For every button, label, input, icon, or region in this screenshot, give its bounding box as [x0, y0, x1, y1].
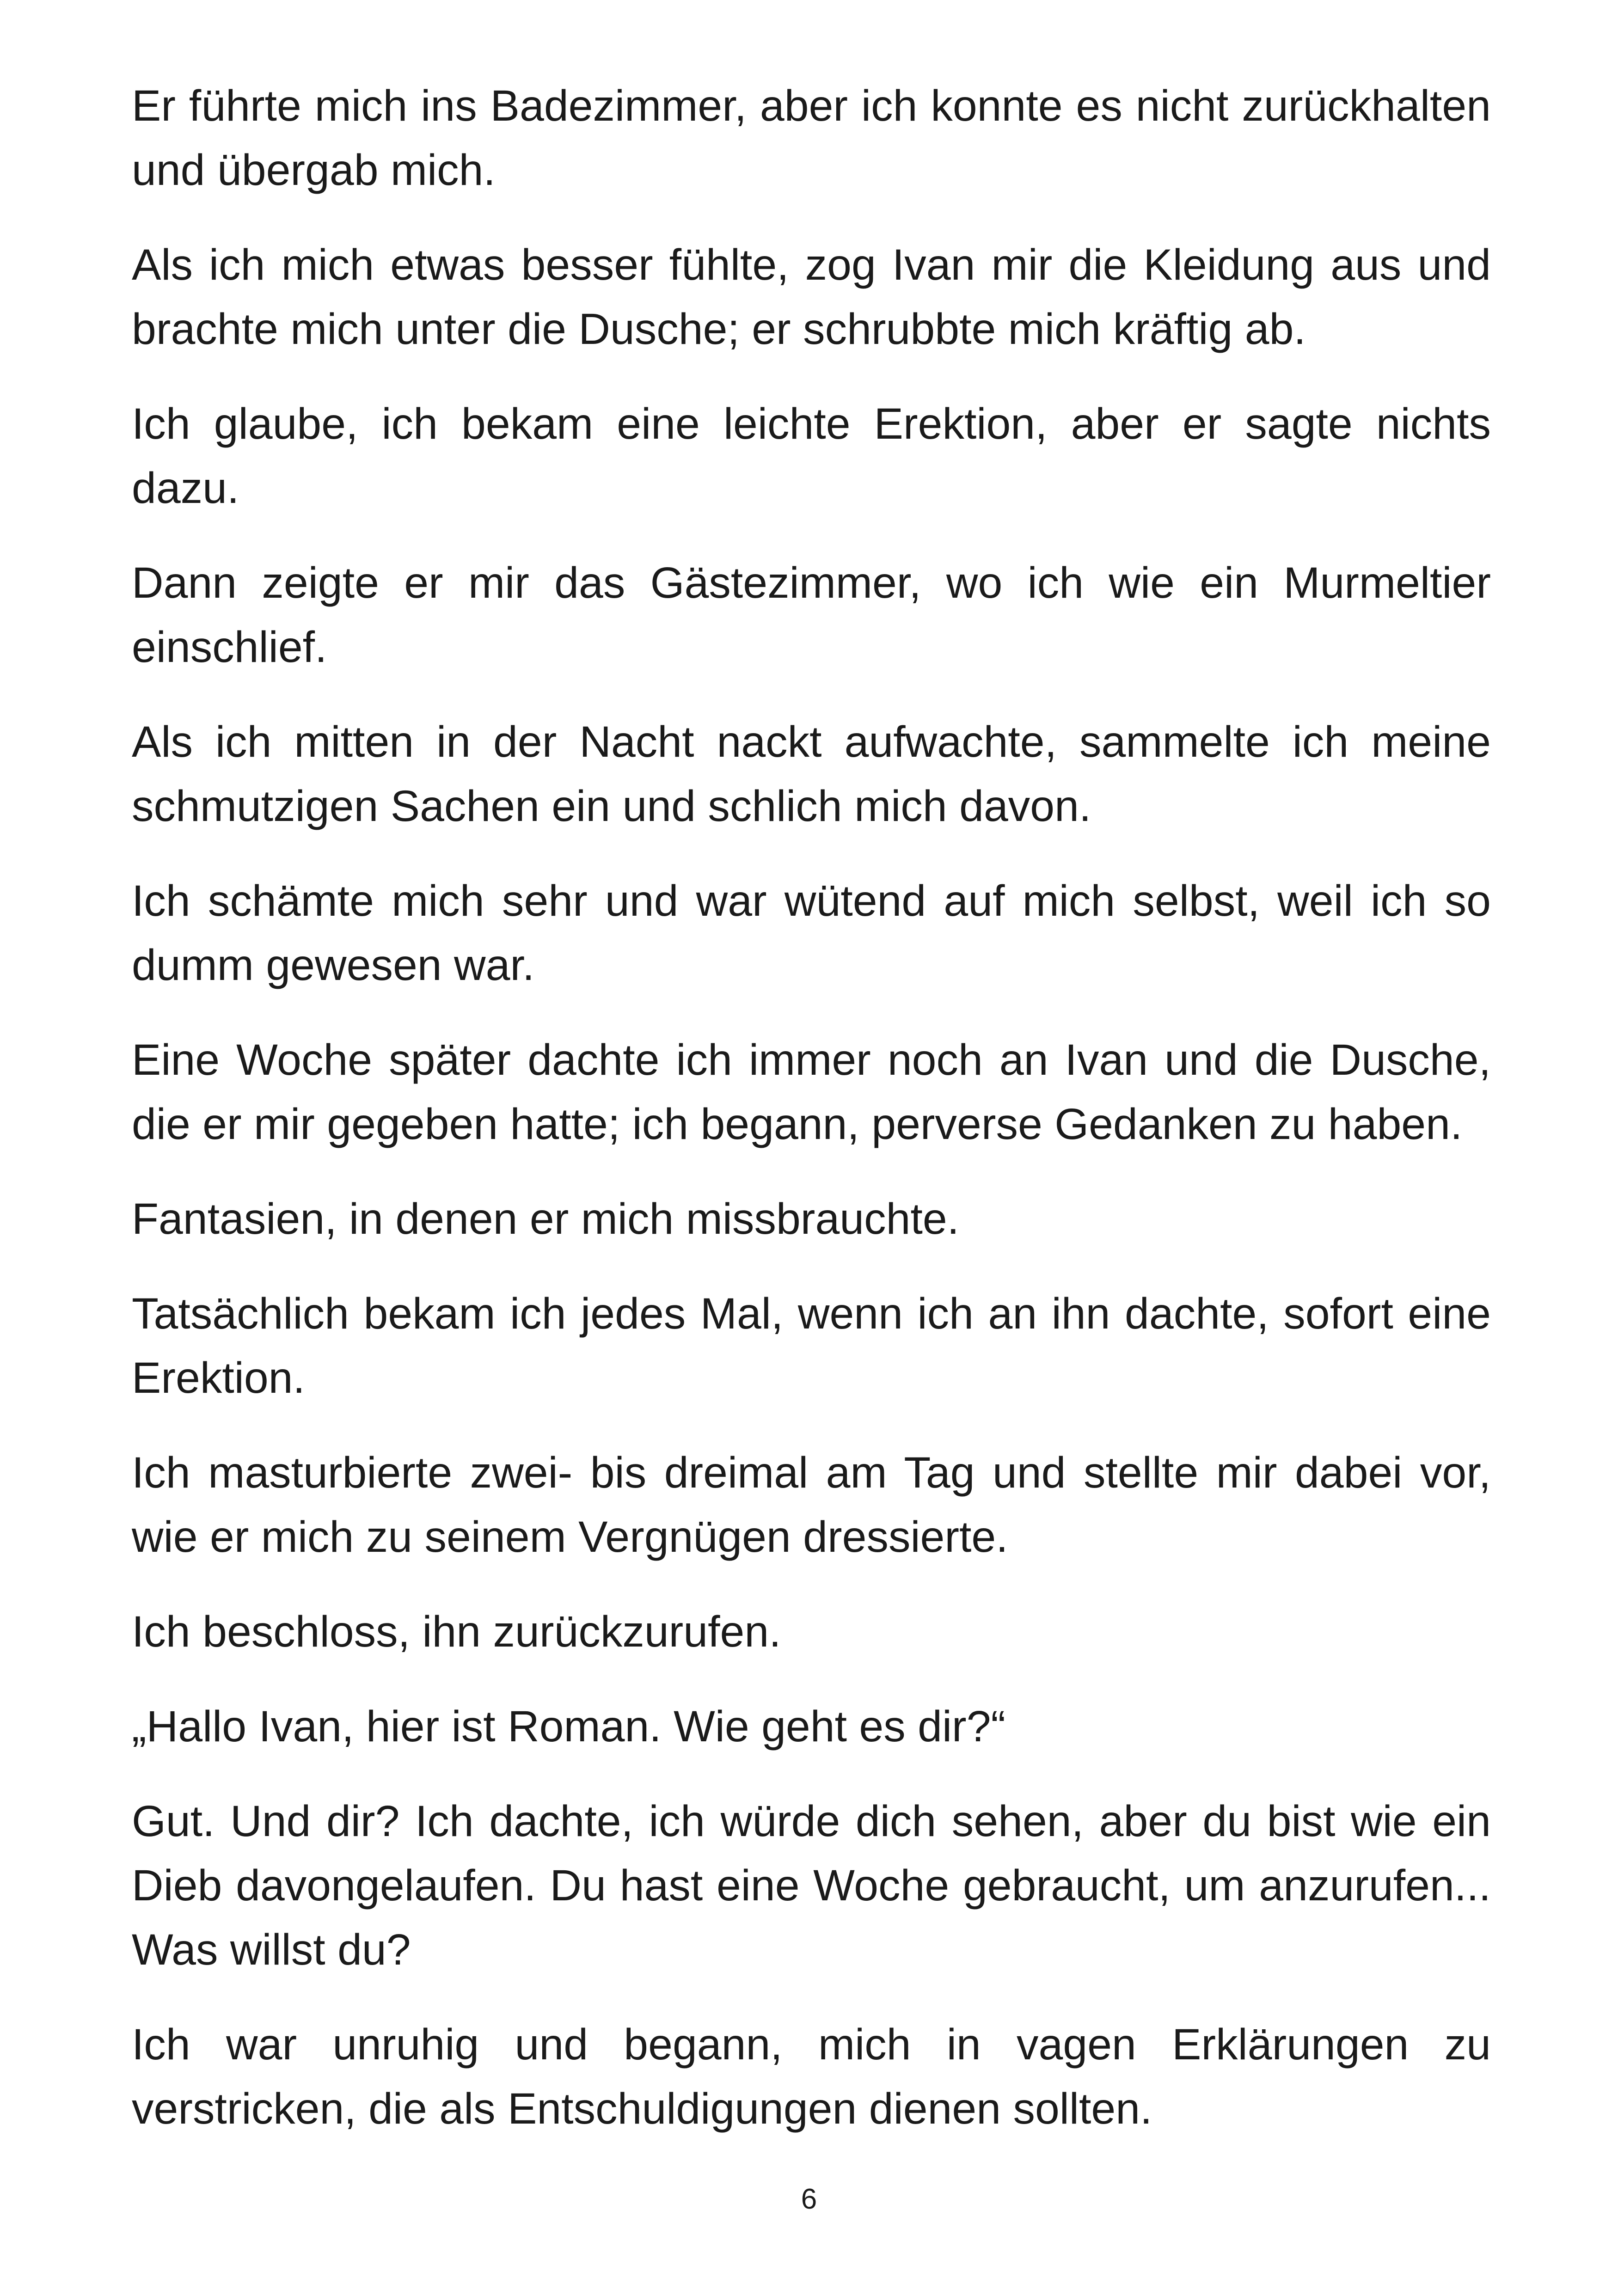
paragraph: Ich glaube, ich bekam eine leichte Erektion, aber er sagte nichts dazu. — [132, 399, 1491, 513]
paragraph: Ich war unruhig und begann, mich in vagen Erklärungen zu verstricken, die als Entschuldigungen dienen sollten. — [132, 2020, 1491, 2133]
body-text — [132, 74, 1491, 2172]
paragraph: Er führte mich ins Badezimmer, aber ich konnte es nicht zurückhalten und übergab mich. — [132, 81, 1491, 195]
paragraph: Ich schämte mich sehr und war wütend auf mich selbst, weil ich so dumm gewesen war. — [132, 876, 1491, 990]
paragraph: Ich masturbierte zwei- bis dreimal am Tag und stellte mir dabei vor, wie er mich zu seinem Vergnügen dressierte. — [132, 1448, 1491, 1561]
paragraph: Ich beschloss, ihn zurückzurufen. — [132, 1607, 781, 1656]
page-number: 6 — [801, 2183, 817, 2215]
paragraph: Tatsächlich bekam ich jedes Mal, wenn ich an ihn dachte, sofort eine Erektion. — [132, 1289, 1491, 1402]
paragraph: Gut. Und dir? Ich dachte, ich würde dich sehen, aber du bist wie ein Dieb davongelaufen. Du hast eine Woche gebraucht, um anzurufen... Was willst du? — [132, 1797, 1491, 1974]
paragraph: „Hallo Ivan, hier ist Roman. Wie geht es dir?“ — [132, 1702, 1006, 1751]
paragraph: Als ich mitten in der Nacht nackt aufwachte, sammelte ich meine schmutzigen Sachen ein und schlich mich davon. — [132, 717, 1491, 831]
paragraph: Als ich mich etwas besser fühlte, zog Ivan mir die Kleidung aus und brachte mich unter die Dusche; er schrubbte mich kräftig ab. — [132, 240, 1491, 354]
paragraph: Fantasien, in denen er mich missbrauchte. — [132, 1194, 960, 1243]
paragraph: Dann zeigte er mir das Gästezimmer, wo ich wie ein Murmeltier einschlief. — [132, 558, 1491, 672]
paragraph: Eine Woche später dachte ich immer noch an Ivan und die Dusche, die er mir gegeben hatte; ich begann, perverse Gedanken zu haben. — [132, 1035, 1491, 1149]
